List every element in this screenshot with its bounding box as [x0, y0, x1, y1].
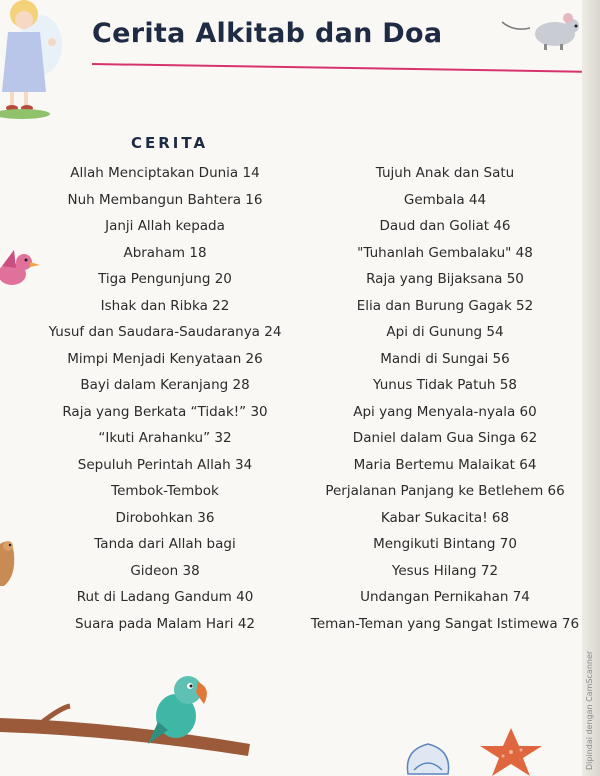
- pink-bird-icon: [0, 246, 42, 292]
- contents-entry: Teman-Teman yang Sangat Istimewa 76: [310, 615, 580, 632]
- contents-entry: Allah Menciptakan Dunia 14: [70, 165, 260, 181]
- contents-entry: Tujuh Anak dan Satu: [375, 165, 515, 181]
- contents-entry: Suara pada Malam Hari 42: [74, 615, 256, 632]
- contents-entry: Tembok-Tembok: [111, 483, 219, 499]
- contents-entry: “Ikuti Arahanku” 32: [98, 430, 232, 446]
- contents-entry: Nuh Membangun Bahtera 16: [67, 191, 263, 208]
- page-title: Cerita Alkitab dan Doa: [92, 18, 443, 49]
- contents-entry: Gideon 38: [130, 562, 200, 579]
- mouse-icon: [500, 8, 584, 52]
- contents-entry: Raja yang Bijaksana 50: [366, 271, 524, 287]
- squirrel-icon: [0, 536, 20, 592]
- contents-entry: Bayi dalam Keranjang 28: [80, 377, 250, 393]
- branch-icon: [0, 700, 260, 760]
- contents-entry: Kabar Sukacita! 68: [380, 509, 510, 526]
- contents-entry: Tiga Pengunjung 20: [98, 271, 232, 287]
- contents-entry: Mengikuti Bintang 70: [373, 536, 517, 552]
- contents-entry: Api yang Menyala-nyala 60: [353, 403, 537, 420]
- contents-left-column: [40, 160, 290, 637]
- contents-entry: Daud dan Goliat 46: [379, 218, 511, 234]
- contents-entry: Ishak dan Ribka 22: [100, 297, 230, 314]
- contents-entry: Yunus Tidak Patuh 58: [373, 377, 517, 393]
- contents-entry: Janji Allah kepada: [105, 218, 225, 234]
- contents-entry: Maria Bertemu Malaikat 64: [353, 456, 537, 473]
- contents-entry: Undangan Pernikahan 74: [360, 589, 530, 605]
- contents-entry: Mimpi Menjadi Kenyataan 26: [67, 350, 263, 367]
- contents-entry: Elia dan Burung Gagak 52: [356, 297, 534, 314]
- contents-entry: "Tuhanlah Gembalaku" 48: [357, 244, 533, 261]
- scanner-watermark: Dipindai dengan CamScanner: [585, 650, 594, 770]
- contents-entry: Gembala 44: [403, 191, 487, 208]
- contents-entry: Mandi di Sungai 56: [380, 350, 510, 367]
- contents-entry: Abraham 18: [123, 244, 207, 261]
- contents-entry: Sepuluh Perintah Allah 34: [77, 456, 253, 473]
- angel-icon: [0, 0, 70, 120]
- contents-entry: Perjalanan Panjang ke Betlehem 66: [325, 483, 565, 499]
- contents-entry: Tanda dari Allah bagi: [94, 536, 236, 552]
- contents-entry: Yusuf dan Saudara-Saudaranya 24: [48, 324, 282, 340]
- starfish-icon: [476, 726, 546, 776]
- contents-entry: Raja yang Berkata “Tidak!” 30: [62, 403, 268, 420]
- contents-entry: Api di Gunung 54: [386, 324, 504, 340]
- title-underline: [92, 63, 582, 73]
- contents-right-column: [310, 160, 580, 637]
- contents-entry: Dirobohkan 36: [115, 509, 215, 526]
- parrot-icon: [146, 670, 216, 746]
- seashell-icon: [404, 740, 454, 776]
- contents-entry: Yesus Hilang 72: [391, 562, 499, 579]
- section-heading: CERITA: [131, 134, 209, 152]
- contents-entry: Daniel dalam Gua Singa 62: [352, 430, 538, 446]
- contents-entry: Rut di Ladang Gandum 40: [76, 589, 254, 605]
